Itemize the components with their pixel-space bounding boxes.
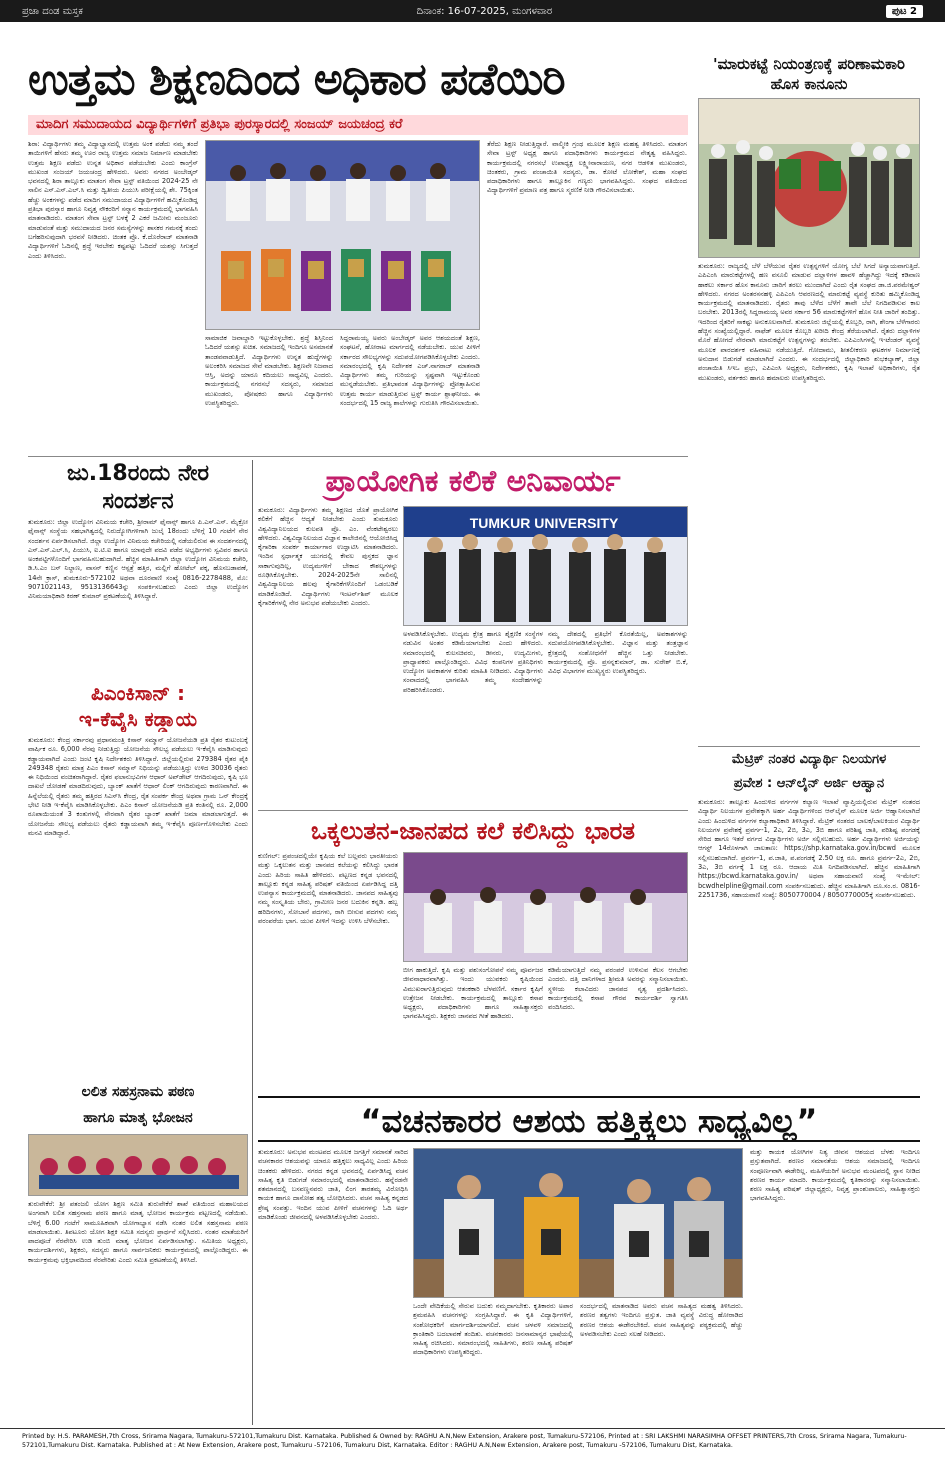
ekkalutana-story-col3: ಕಡಿಮೆಯಾಗುತ್ತಿದೆ ನಮ್ಮ ಪರಂಪರೆ ಉಳಿಸುವ ಕೆಲಸ ಆಗಬೇಕು ಎಂದರು. ದತ್ತಿ ದಾನಿಗಳಾದ ಶ್ರೀಮತಿ ಅವರನ್ನು ಸನ್ಮಾನಿಸಲಾಯಿತು. ಸ್ಥಳೀಯ ಕಲಾವಿದರು ಜಾನಪದ ನೃತ್ಯ ಪ್ರದರ್ಶಿಸಿದರು. ಕಾರ್ಯಕ್ರಮದಲ್ಲಿ ಕಸಾಪ ಗೌರವ ಕಾರ್ಯದರ್ಶಿ ಸ್ವಾಗತಿಸಿ ವಂದಿಸಿದರು.	[548, 966, 688, 1012]
main-subheadline: ಮಾದಿಗ ಸಮುದಾಯದ ವಿದ್ಯಾರ್ಥಿಗಳಿಗೆ ಪ್ರತಿಭಾ ಪುರಸ್ಕಾರದಲ್ಲಿ ಸಂಜಯ್ ಜಯಚಂದ್ರ ಕರೆ	[28, 115, 688, 135]
award-ceremony-photo	[205, 140, 480, 330]
practical-story-title: ಪ್ರಾಯೋಗಿಕ ಕಲಿಕೆ ಅನಿವಾರ್ಯ	[325, 464, 621, 499]
university-photo-illustration	[404, 507, 687, 625]
main-story-col2: ಸಾಮಾಜಿಕ ಜವಾಬ್ದಾರಿ ಇಟ್ಟುಕೊಳ್ಳಬೇಕು. ಶ್ರದ್ಧೆ ಶಿಸ್ತಿನಿಂದ ಓದಿದರೆ ಯಶಸ್ಸು ಖಚಿತ. ಸಮಾಜದಲ್ಲಿ ಇಂದಿಗೂ ಅಸಮಾನತೆ ತಾಂಡವವಾಡುತ್ತಿದೆ. ವಿದ್ಯಾರ್ಥಿಗಳು ಉನ್ನತ ಹುದ್ದೆಗಳನ್ನು ಅಲಂಕರಿಸಿ ಸಮಾಜದ ಸೇವೆ ಮಾಡಬೇಕು. ಶಿಕ್ಷಣವೇ ನಿಜವಾದ ಆಸ್ತಿ, ಅದನ್ನು ಯಾರೂ ಕದಿಯಲು ಸಾಧ್ಯವಿಲ್ಲ ಎಂದರು. ಕಾರ್ಯಕ್ರಮದಲ್ಲಿ ನಗರಸಭೆ ಸದಸ್ಯರು, ಸಮಾಜದ ಮುಖಂಡರು, ಪೋಷಕರು ಹಾಗೂ ವಿದ್ಯಾರ್ಥಿಗಳು ಉಪಸ್ಥಿತರಿದ್ದರು.	[205, 334, 333, 408]
section-divider	[28, 456, 688, 457]
pmkisan-story-body: ತುಮಕೂರು: ಕೇಂದ್ರ ಸರ್ಕಾರವು ಪ್ರಧಾನಮಂತ್ರಿ ಕಿಸಾನ್ ಸಮ್ಮಾನ್ ಯೋಜನೆಯಡಿ ಪ್ರತಿ ರೈತರ ಕುಟುಂಬಕ್ಕೆ ವಾರ್ಷಿಕ ರೂ. 6,000 ನೆರವು ನೀಡುತ್ತಿದ್ದು ಯೋಜನೆಯ ಸೌಲಭ್ಯ ಪಡೆಯಲು ಇ-ಕೆವೈಸಿ ಮಾಡಿಸುವುದು ಕಡ್ಡಾಯವಾಗಿದೆ ಎಂದು ಜಂಟಿ ಕೃಷಿ ನಿರ್ದೇಶಕರು ತಿಳಿಸಿದ್ದಾರೆ. ಜಿಲ್ಲೆಯಲ್ಲಿರುವ 279384 ರೈತರ ಪೈಕಿ 249348 ರೈತರು ಮಾತ್ರ ಪಿಎಂ ಕಿಸಾನ್ ಸಮ್ಮಾನ್ ನಿಧಿಯನ್ನು ಪಡೆಯುತ್ತಿದ್ದು ಉಳಿದ 30036 ರೈತರು ಈ ನಿಧಿಯಿಂದ ವಂಚಿತರಾಗಿದ್ದಾರೆ. ರೈತರ ಫಲಾನುಭವಿಗಳ ಆಧಾರ್ ಅಪ್‌ಡೇಟ್ ಆಗದಿರುವುದು, ಕೃಷಿ ಭೂ ದಾಖಲೆ ಜೋಡಣೆ ಮಾಡದಿರುವುದು, ಬ್ಯಾಂಕ್ ಖಾತೆಗೆ ಆಧಾರ್ ಲಿಂಕ್ ಆಗದಿರುವುದು ಕಾರಣವಾಗಿದೆ. ಈ ಹಿನ್ನೆಲೆಯಲ್ಲಿ ರೈತರು ತಮ್ಮ ಹತ್ತಿರದ ಸಿಎಸ್‌ಸಿ ಕೇಂದ್ರ, ರೈತ ಸಂಪರ್ಕ ಕೇಂದ್ರ ಅಥವಾ ಗ್ರಾಮ ಒನ್ ಕೇಂದ್ರಕ್ಕೆ ಭೇಟಿ ನೀಡಿ ಇ-ಕೆವೈಸಿ ಮಾಡಿಸಿಕೊಳ್ಳಬೇಕು. ಪಿಎಂ ಕಿಸಾನ್ ಯೋಜನೆಯಡಿ ಪ್ರತಿ ಕಂತಿನಲ್ಲಿ ರೂ. 2,000 ರೂಪಾಯಿಯಂತೆ 3 ಕಂತುಗಳಲ್ಲಿ ನೇರವಾಗಿ ರೈತರ ಬ್ಯಾಂಕ್ ಖಾತೆಗೆ ಜಮಾ ಮಾಡಲಾಗುತ್ತದೆ. ಈ ಯೋಜನೆಯ ಸೌಲಭ್ಯ ಪಡೆಯಲು ರೈತರು ಕಡ್ಡಾಯವಾಗಿ ತಮ್ಮ ಇ-ಕೆವೈಸಿ ಪೂರ್ಣಗೊಳಿಸಬೇಕು ಎಂದು ಮನವಿ ಮಾಡಿದ್ದಾರೆ.	[28, 736, 248, 837]
section-divider-right	[698, 746, 920, 747]
lalitha-event-photo	[28, 1134, 248, 1196]
hostel-story	[698, 750, 920, 1088]
book-release-illustration	[414, 1149, 742, 1297]
vachana-story-col2: ಒಂದೇ ವೇದಿಕೆಯಲ್ಲಿ ಸೇರುವ ಬದುಕು ನಮ್ಮದಾಗಬೇಕು. ಕೃತಿಕಾರರು ಅಪಾರ ಶ್ರಮವಹಿಸಿ ವಚನಗಳನ್ನು ಸಂಗ್ರಹಿಸಿದ್ದಾರೆ. ಈ ಕೃತಿ ವಿದ್ಯಾರ್ಥಿಗಳಿಗೆ, ಸಂಶೋಧಕರಿಗೆ ಮಾರ್ಗದರ್ಶಿಯಾಗಲಿದೆ. ವಚನ ಚಳವಳಿ ಸಮಾಜದಲ್ಲಿ ಕ್ರಾಂತಿಕಾರಿ ಬದಲಾವಣೆ ತಂದಿತು. ವಚನಕಾರರು ಜನಸಾಮಾನ್ಯರ ಭಾಷೆಯಲ್ಲಿ ಸಾಹಿತ್ಯ ರಚಿಸಿದರು. ಸಮಾರಂಭದಲ್ಲಿ ಸಾಹಿತಿಗಳು, ಶರಣ ಸಾಹಿತ್ಯ ಪರಿಷತ್ ಪದಾಧಿಕಾರಿಗಳು ಉಪಸ್ಥಿತರಿದ್ದರು.	[413, 1302, 573, 1357]
ekkalutana-story-col2: ಬೀಗ ಹಾಕುತ್ತಿದೆ. ಕೃಷಿ ಮತ್ತು ಪಶುಸಂಗೋಪನೆ ನಮ್ಮ ಪೂರ್ವಜರ ಜೀವನಾಧಾರವಾಗಿತ್ತು. ಇಂದು ಯುವಕರು ಕೃಷಿಯಿಂದ ವಿಮುಖರಾಗುತ್ತಿರುವುದು ಆತಂಕಕಾರಿ ಬೆಳವಣಿಗೆ. ಸರ್ಕಾರ ಕೃಷಿಗೆ ಉತ್ತೇಜನ ನೀಡಬೇಕು. ಕಾರ್ಯಕ್ರಮದಲ್ಲಿ ತಾಲ್ಲೂಕು ಕಸಾಪ ಅಧ್ಯಕ್ಷರು, ಪದಾಧಿಕಾರಿಗಳು ಹಾಗೂ ಸಾಹಿತ್ಯಾಸಕ್ತರು ಭಾಗವಹಿಸಿದ್ದರು. ಶಿಕ್ಷಕರು ಜಾನಪದ ಗೀತೆ ಹಾಡಿದರು.	[403, 966, 543, 1021]
practical-story-col2: ಅಳವಡಿಸಿಕೊಳ್ಳಬೇಕು. ಉದ್ಯಮ ಕ್ಷೇತ್ರ ಹಾಗೂ ಶೈಕ್ಷಣಿಕ ಸಂಸ್ಥೆಗಳ ನಡುವಿನ ಅಂತರ ಕಡಿಮೆಯಾಗಬೇಕು ಎಂದು ಹೇಳಿದರು. ಸಮಾರಂಭದಲ್ಲಿ ಕುಲಸಚಿವರು, ಡೀನರು, ಉದ್ಯಮಿಗಳು, ಪ್ರಾಧ್ಯಾಪಕರು ಪಾಲ್ಗೊಂಡಿದ್ದರು. ವಿವಿಧ ಕಂಪನಿಗಳ ಪ್ರತಿನಿಧಿಗಳು ಉದ್ಯೋಗ ಅವಕಾಶಗಳ ಕುರಿತು ಮಾಹಿತಿ ನೀಡಿದರು. ವಿದ್ಯಾರ್ಥಿಗಳು ಸಂವಾದದಲ್ಲಿ ಭಾಗವಹಿಸಿ ತಮ್ಮ ಸಂದೇಹಗಳನ್ನು ಪರಿಹರಿಸಿಕೊಂಡರು.	[403, 630, 543, 694]
vachana-story-col4: ಮತ್ತು ಕಾಯಕ ಯೋಗಿಗಳ ನಿತ್ಯ ಜೀವನ ಆಶಯದ ಬೆಳಕು ಇಂದಿಗೂ ಪ್ರಸ್ತುತವಾಗಿದೆ. ಶರಣರ ಸಮಾನತೆಯ ಆಶಯ ಸಮಾಜದಲ್ಲಿ ಇಂದಿಗೂ ಸಂಪೂರ್ಣವಾಗಿ ಈಡೇರಿಲ್ಲ. ಮಹಿಳೆಯರಿಗೆ ಅನುಭವ ಮಂಟಪದಲ್ಲಿ ಸ್ಥಾನ ನೀಡಿದ ಶರಣರ ಕಾರ್ಯ ಮಾದರಿ. ಕಾರ್ಯಕ್ರಮದಲ್ಲಿ ಕೃತಿಕಾರರನ್ನು ಸನ್ಮಾನಿಸಲಾಯಿತು. ಶರಣ ಸಾಹಿತ್ಯ ಪರಿಷತ್ ಜಿಲ್ಲಾಧ್ಯಕ್ಷರು, ನಿವೃತ್ತ ಪ್ರಾಂಶುಪಾಲರು, ಸಾಹಿತ್ಯಾಸಕ್ತರು ಭಾಗವಹಿಸಿದ್ದರು.	[750, 1148, 920, 1203]
paper-name: ಪ್ರಜಾ ದಂಡ ಮಸ್ತಕ	[22, 5, 83, 17]
vachana-story-col3: ಸಂದರ್ಭದಲ್ಲಿ ಮಾತನಾಡಿದ ಅವರು ವಚನ ಸಾಹಿತ್ಯದ ಮಹತ್ವ ತಿಳಿಸಿದರು. ಶರಣರ ತತ್ವಗಳು ಇಂದಿಗೂ ಪ್ರಸ್ತುತ. ಜಾತಿ ವ್ಯವಸ್ಥೆ ವಿರುದ್ಧ ಹೋರಾಡಿದ ಶರಣರ ಆಶಯ ಈಡೇರಬೇಕಿದೆ. ವಚನ ಸಾಹಿತ್ಯವನ್ನು ಪಠ್ಯಕ್ರಮದಲ್ಲಿ ಹೆಚ್ಚು ಅಳವಡಿಸಬೇಕು ಎಂದು ಸಲಹೆ ನೀಡಿದರು.	[580, 1302, 743, 1338]
column-divider-left	[252, 460, 253, 1425]
hostel-story-body: ತುಮಕೂರು: ತಾಲ್ಲೂಕು ಹಿಂದುಳಿದ ವರ್ಗಗಳ ಕಲ್ಯಾಣ ಇಲಾಖೆ ವ್ಯಾಪ್ತಿಯಲ್ಲಿರುವ ಮೆಟ್ರಿಕ್ ನಂತರದ ವಿದ್ಯಾರ್ಥಿ ನಿಲಯಗಳ ಪ್ರವೇಶಕ್ಕಾಗಿ ಅರ್ಹ ವಿದ್ಯಾರ್ಥಿಗಳಿಂದ ಆನ್‌ಲೈನ್ ಮೂಲಕ ಅರ್ಜಿ ಆಹ್ವಾನಿಸಲಾಗಿದೆ ಎಂದು ಹಿಂದುಳಿದ ವರ್ಗಗಳ ಕಲ್ಯಾಣಾಧಿಕಾರಿ ತಿಳಿಸಿದ್ದಾರೆ. ಮೆಟ್ರಿಕ್ ನಂತರದ ಬಾಲಕ/ಬಾಲಕಿಯರ ವಿದ್ಯಾರ್ಥಿ ನಿಲಯಗಳ ಪ್ರವೇಶಕ್ಕೆ ಪ್ರವರ್ಗ-1, 2ಎ, 2ಬಿ, 3ಎ, 3ಬಿ ಹಾಗೂ ಪರಿಶಿಷ್ಟ ಜಾತಿ, ಪರಿಶಿಷ್ಟ ಪಂಗಡಕ್ಕೆ ಸೇರಿದ ಹಾಗೂ ಇತರೆ ವರ್ಗದ ವಿದ್ಯಾರ್ಥಿಗಳು ಅರ್ಜಿ ಸಲ್ಲಿಸಬಹುದು. ಅರ್ಹ ವಿದ್ಯಾರ್ಥಿಗಳು ಅರ್ಜಿಯನ್ನು ಆಗಸ್ಟ್ 14ರೊಳಗಾಗಿ ಜಾಲತಾಣ: https://shp.karnataka.gov.in/bcwd ಮೂಲಕ ಸಲ್ಲಿಸಬಹುದಾಗಿದೆ. ಪ್ರವರ್ಗ-1, ಪ.ಜಾತಿ, ಪ.ಪಂಗಡಕ್ಕೆ 2.50 ಲಕ್ಷ ರೂ. ಹಾಗೂ ಪ್ರವರ್ಗ-2ಎ, 2ಬಿ, 3ಎ, 3ಬಿ ವರ್ಗಕ್ಕೆ 1 ಲಕ್ಷ ರೂ. ಆದಾಯ ಮಿತಿ ನಿಗದಿಪಡಿಸಲಾಗಿದೆ. ಹೆಚ್ಚಿನ ಮಾಹಿತಿಗಾಗಿ https://bcwd.karnataka.gov.in/ ಅಥವಾ ಸಹಾಯವಾಣಿ ಸಂಖ್ಯೆ ಇ-ಮೇಲ್: bcwdhelpline@gmail.com ಸಂಪರ್ಕಿಸಬಹುದು. ಹೆಚ್ಚಿನ ಮಾಹಿತಿಗಾಗಿ ದೂ.ಸಂ.ರ. 0816-2251736, ಸಹಾಯವಾಣಿ ಸಂಖ್ಯೆ: 8050770004 / 8050770005ಕ್ಕೆ ಸಂಪರ್ಕಿಸಬಹುದು.	[698, 798, 920, 899]
ekkalutana-story-title: ಒಕ್ಕಲುತನ-ಜಾನಪದ ಕಲೆ ಕಲಿಸಿದ್ದು ಭಾರತ	[310, 817, 636, 845]
lalitha-title-line1: ಲಲಿತ ಸಹಸ್ರನಾಮ ಪಠಣ	[81, 1084, 195, 1100]
vachana-story-title: “ವಚನಕಾರರ ಆಶಯ ಹತ್ತಿಕ್ಕಲು ಸಾಧ್ಯವಿಲ್ಲ”	[258, 1096, 920, 1142]
practical-story-col1: ತುಮಕೂರು: ವಿದ್ಯಾರ್ಥಿಗಳು ತಮ್ಮ ಶಿಕ್ಷಣದ ಜೊತೆ ಪ್ರಾಯೋಗಿಕ ಕಲಿಕೆಗೆ ಹೆಚ್ಚಿನ ಆದ್ಯತೆ ನೀಡಬೇಕು ಎಂದು ತುಮಕೂರು ವಿಶ್ವವಿದ್ಯಾನಿಲಯದ ಕುಲಪತಿ ಪ್ರೊ. ಎಂ. ವೆಂಕಟೇಶ್ವರಲು ಹೇಳಿದರು. ವಿಶ್ವವಿದ್ಯಾನಿಲಯದ ವಿಜ್ಞಾನ ಕಾಲೇಜಿನಲ್ಲಿ ಆಯೋಜಿಸಿದ್ದ ಕೈಗಾರಿಕಾ ಸಂಪರ್ಕ ಕಾರ್ಯಾಗಾರ ಉದ್ಘಾಟಿಸಿ ಮಾತನಾಡಿದರು. ಇಂದಿನ ಸ್ಪರ್ಧಾತ್ಮಕ ಯುಗದಲ್ಲಿ ಕೇವಲ ಪುಸ್ತಕದ ಜ್ಞಾನ ಸಾಕಾಗುವುದಿಲ್ಲ, ಉದ್ಯಮಗಳಿಗೆ ಬೇಕಾದ ಕೌಶಲ್ಯಗಳನ್ನು ರೂಢಿಸಿಕೊಳ್ಳಬೇಕು. 2024-2025ನೇ ಸಾಲಿನಲ್ಲಿ ವಿಶ್ವವಿದ್ಯಾನಿಲಯ ಹಲವು ಕೈಗಾರಿಕೆಗಳೊಂದಿಗೆ ಒಡಂಬಡಿಕೆ ಮಾಡಿಕೊಂಡಿದೆ. ವಿದ್ಯಾರ್ಥಿಗಳು ಇಂಟರ್ನ್‌ಶಿಪ್ ಮೂಲಕ ಕೈಗಾರಿಕೆಗಳಲ್ಲಿ ನೇರ ಅನುಭವ ಪಡೆಯಬೇಕು ಎಂದರು.	[258, 506, 398, 607]
folk-photo-illustration	[404, 853, 687, 961]
book-release-photo	[413, 1148, 743, 1298]
visit-story-title-line1: ಜು.18ರಂದು ನೇರ	[66, 461, 210, 486]
market-story-body: ತುಮಕೂರು: ರಾಜ್ಯದಲ್ಲಿ ಬೆಳೆ ಬೆಳೆಯುವ ರೈತರ ಉತ್ಪನ್ನಗಳಿಗೆ ಯೋಗ್ಯ ಬೆಲೆ ಸಿಗದೆ ಅನ್ಯಾಯವಾಗುತ್ತಿದೆ. ಎಪಿಎಂಸಿ ಮಾರುಕಟ್ಟೆಗಳಲ್ಲಿ ಹಣ ವಸೂಲಿ ಮಾಡುವ ದಲ್ಲಾಳಿಗಳ ಹಾವಳಿ ಹೆಚ್ಚಾಗಿದ್ದು ಇದಕ್ಕೆ ಕಡಿವಾಣ ಹಾಕಲು ಸರ್ಕಾರ ಹೊಸ ಕಾನೂನು ಜಾರಿಗೆ ತರಲು ಮುಂದಾಗಿದೆ ಎಂದು ರೈತ ಸಂಘದ ಡಾ.ಜಿ.ಪರಮೇಶ್ವರ್ ಹೇಳಿದರು. ನಗರದ ಅಂತರಸನಹಳ್ಳಿ ಎಪಿಎಂಸಿ ಆವರಣದಲ್ಲಿ ಮಾರುಕಟ್ಟೆ ವ್ಯವಸ್ಥೆ ಕುರಿತು ಹಮ್ಮಿಕೊಂಡಿದ್ದ ಕಾರ್ಯಕ್ರಮದಲ್ಲಿ ಮಾತನಾಡಿದರು. ರೈತರು ತಾವು ಬೆಳೆದ ಬೆಳೆಗೆ ತಾವೇ ಬೆಲೆ ನಿಗದಿಪಡಿಸುವ ಕಾಲ ಬರಬೇಕು. 2013ರಲ್ಲಿ ಸಿದ್ದರಾಮಯ್ಯ ಅವರ ಸರ್ಕಾರ 56 ಮಾರುಕಟ್ಟೆಗಳಿಗೆ ಹೊಸ ನೀತಿ ಜಾರಿಗೆ ತಂದಿತ್ತು. ಇದರಿಂದ ರೈತರಿಗೆ ಸಾಕಷ್ಟು ಅನುಕೂಲವಾಗಿದೆ. ತುಮಕೂರು ಜಿಲ್ಲೆಯಲ್ಲಿ ಕೊಬ್ಬರಿ, ರಾಗಿ, ಶೇಂಗಾ ಬೆಳೆಗಾರರು ಹೆಚ್ಚಿನ ಸಂಖ್ಯೆಯಲ್ಲಿದ್ದಾರೆ. ನಾಫೆಡ್ ಮೂಲಕ ಕೊಬ್ಬರಿ ಖರೀದಿ ಕೇಂದ್ರ ತೆರೆಯಲಾಗಿದೆ. ರೈತರು ದಲ್ಲಾಳಿಗಳ ಮೊರೆ ಹೋಗದೆ ನೇರವಾಗಿ ಮಾರುಕಟ್ಟೆಗೆ ಉತ್ಪನ್ನಗಳನ್ನು ತರಬೇಕು. ಎಪಿಎಂಸಿಗಳಲ್ಲಿ ಇ-ಟೆಂಡರ್ ವ್ಯವಸ್ಥೆ ಮೂಲಕ ಪಾರದರ್ಶಕ ವಹಿವಾಟು ನಡೆಯುತ್ತಿದೆ. ಗೋದಾಮು, ಶೀತಲೀಕರಣ ಘಟಕಗಳ ನಿರ್ಮಾಣಕ್ಕೆ ಅನುದಾನ ಬಿಡುಗಡೆ ಮಾಡಲಾಗಿದೆ ಎಂದರು. ಈ ಸಂದರ್ಭದಲ್ಲಿ ಜಿಲ್ಲಾಧಿಕಾರಿ ಶುಭಕಲ್ಯಾಣ್, ಜಿಲ್ಲಾ ಪಂಚಾಯಿತಿ ಸಿಇಒ ಪ್ರಭು, ಎಪಿಎಂಸಿ ಅಧ್ಯಕ್ಷರು, ನಿರ್ದೇಶಕರು, ಕೃಷಿ ಇಲಾಖೆ ಅಧಿಕಾರಿಗಳು, ರೈತ ಮುಖಂಡರು, ವರ್ತಕರು ಹಾಗೂ ಹಮಾಲರು ಉಪಸ್ಥಿತರಿದ್ದರು.	[698, 262, 920, 382]
main-story-col4: ತೆರೆದು ಶಿಕ್ಷಣ ನೀಡುತ್ತಿದ್ದಾರೆ. ವಾಲ್ಮೀಕಿ ಗ್ರಂಥ ಮೂಲಕ ಶಿಕ್ಷಣ ಮಹತ್ವ ತಿಳಿಸಿದರು. ಮಾತಂಗ ಸೇವಾ ಟ್ರಸ್ಟ್ ಅಧ್ಯಕ್ಷ ಹಾಗೂ ಪದಾಧಿಕಾರಿಗಳು ಕಾರ್ಯಕ್ರಮದ ನೇತೃತ್ವ ವಹಿಸಿದ್ದರು. ಕಾರ್ಯಕ್ರಮದಲ್ಲಿ ನಗರಸಭೆ ಉಪಾಧ್ಯಕ್ಷ ಲಕ್ಷ್ಮೀನಾರಾಯಣ, ನಗರ ಆಡಳಿತ ಮುಖಂಡರು, ಚಿಂತಕರು, ಗ್ರಾಮ ಪಂಚಾಯಿತಿ ಸದಸ್ಯರು, ಡಾ. ಕೋಟೆ ಲೋಕೇಶ್, ಮಹಾ ಸಂಘದ ಪದಾಧಿಕಾರಿಗಳು ಹಾಗೂ ತಾಲ್ಲೂಕಿನ ಗಣ್ಯರು ಭಾಗವಹಿಸಿದ್ದರು. ಸಂಘದ ವತಿಯಿಂದ ವಿದ್ಯಾರ್ಥಿಗಳಿಗೆ ಪ್ರಮಾಣ ಪತ್ರ ಹಾಗೂ ಸ್ಮರಣಿಕೆ ನೀಡಿ ಗೌರವಿಸಲಾಯಿತು.	[487, 140, 687, 195]
market-photo-illustration	[699, 99, 919, 257]
lalitha-photo-illustration	[29, 1135, 247, 1195]
market-story	[698, 54, 920, 744]
page-number: ಪುಟ 2	[886, 5, 923, 18]
market-story-title: 'ಮಾರುಕಟ್ಟೆ ನಿಯಂತ್ರಣಕ್ಕೆ ಪರಿಣಾಮಕಾರಿ ಹೊಸ ಕಾನೂನು	[713, 55, 905, 93]
hostel-title-line1: ಮೆಟ್ರಿಕ್ ನಂತರ ವಿದ್ಯಾರ್ಥಿ ನಿಲಯಗಳ	[731, 752, 887, 767]
ekkalutana-story-col1: ಕುಣಿಗಲ್: ಪ್ರಪಂಚದಲ್ಲಿಯೇ ಕೃಷಿಯ ಕಲೆ ಬಲ್ಲವರು ಭಾರತೀಯರು ಮತ್ತು ಒಕ್ಕಲುತನ ಮತ್ತು ಜಾನಪದ ಕಲೆಯನ್ನು ಕಲಿಸಿದ್ದು ಭಾರತ ಎಂದು ಹಿರಿಯ ಸಾಹಿತಿ ಹೇಳಿದರು. ಪಟ್ಟಣದ ಕನ್ನಡ ಭವನದಲ್ಲಿ ತಾಲ್ಲೂಕು ಕನ್ನಡ ಸಾಹಿತ್ಯ ಪರಿಷತ್ ವತಿಯಿಂದ ಏರ್ಪಡಿಸಿದ್ದ ದತ್ತಿ ಉಪನ್ಯಾಸ ಕಾರ್ಯಕ್ರಮದಲ್ಲಿ ಮಾತನಾಡಿದರು. ಜಾನಪದ ಸಾಹಿತ್ಯವು ನಮ್ಮ ಸಂಸ್ಕೃತಿಯ ಬೇರು, ಗ್ರಾಮೀಣ ಜನರ ಬದುಕಿನ ಕನ್ನಡಿ. ಹಬ್ಬ ಹರಿದಿನಗಳು, ಸೋಬಾನೆ ಪದಗಳು, ರಾಗಿ ಬೀಸುವ ಪದಗಳು ನಮ್ಮ ಪರಂಪರೆಯ ಭಾಗ. ಯುವ ಪೀಳಿಗೆ ಇದನ್ನು ಉಳಿಸಿ ಬೆಳೆಸಬೇಕು.	[258, 852, 398, 926]
main-story-col3: ಸಿದ್ದರಾಮಯ್ಯ ಅವರು ಅಂಬೇಡ್ಕರ್ ಅವರ ಆಶಯದಂತೆ ಶಿಕ್ಷಣ, ಸಂಘಟನೆ, ಹೋರಾಟ ಮಾರ್ಗದಲ್ಲಿ ನಡೆಯಬೇಕು. ಯುವ ಪೀಳಿಗೆ ಸರ್ಕಾರದ ಸೌಲಭ್ಯಗಳನ್ನು ಸದುಪಯೋಗಪಡಿಸಿಕೊಳ್ಳಬೇಕು ಎಂದರು. ಸಮಾರಂಭದಲ್ಲಿ ಕೃಷಿ ನಿರ್ದೇಶಕ ಎಚ್.ನಾಗರಾಜ್ ಮಾತನಾಡಿ ವಿದ್ಯಾರ್ಥಿಗಳು ತಮ್ಮ ಗುರಿಯನ್ನು ಸ್ಪಷ್ಟವಾಗಿ ಇಟ್ಟುಕೊಂಡು ಮುನ್ನಡೆಯಬೇಕು. ಪ್ರತಿಭಾವಂತ ವಿದ್ಯಾರ್ಥಿಗಳನ್ನು ಪ್ರೋತ್ಸಾಹಿಸುವ ಉತ್ತಮ ಕಾರ್ಯ ಮಾಡುತ್ತಿರುವ ಟ್ರಸ್ಟ್ ಕಾರ್ಯ ಶ್ಲಾಘನೀಯ. ಈ ಸಂದರ್ಭದಲ್ಲಿ 15 ರಾಜ್ಯ ಶಾಲೆಗಳನ್ನು ಗುರುತಿಸಿ ಗೌರವಿಸಲಾಯಿತು.	[340, 334, 480, 408]
section-divider-2	[258, 810, 688, 811]
visit-story-title-line2: ಸಂದರ್ಶನ	[102, 489, 174, 514]
masthead-bar	[0, 0, 945, 22]
main-headline: ಉತ್ತಮ ಶಿಕ್ಷಣದಿಂದ ಅಧಿಕಾರ ಪಡೆಯಿರಿ	[28, 58, 565, 105]
vachana-story-col1: ತುಮಕೂರು: ಅನುಭವ ಮಂಟಪದ ಮೂಲಕ ಜಗತ್ತಿಗೆ ಸಮಾನತೆ ಸಾರಿದ ವಚನಕಾರರ ಆಶಯವನ್ನು ಯಾರೂ ಹತ್ತಿಕ್ಕಲು ಸಾಧ್ಯವಿಲ್ಲ ಎಂದು ಹಿರಿಯ ಚಿಂತಕರು ಹೇಳಿದರು. ನಗರದ ಕನ್ನಡ ಭವನದಲ್ಲಿ ಏರ್ಪಡಿಸಿದ್ದ ವಚನ ಸಾಹಿತ್ಯ ಕೃತಿ ಬಿಡುಗಡೆ ಸಮಾರಂಭದಲ್ಲಿ ಮಾತನಾಡಿದರು. ಹನ್ನೆರಡನೇ ಶತಮಾನದಲ್ಲಿ ಬಸವಣ್ಣನವರು ಜಾತಿ, ಲಿಂಗ ತಾರತಮ್ಯ ವಿರೋಧಿಸಿ ಕಾಯಕ ಹಾಗೂ ದಾಸೋಹ ತತ್ವ ಬೋಧಿಸಿದರು. ವಚನ ಸಾಹಿತ್ಯ ಕನ್ನಡದ ಶ್ರೇಷ್ಠ ಸಂಪತ್ತು. ಇಂದಿನ ಯುವ ಪೀಳಿಗೆ ವಚನಗಳನ್ನು ಓದಿ ಅರ್ಥ ಮಾಡಿಕೊಂಡು ಜೀವನದಲ್ಲಿ ಅಳವಡಿಸಿಕೊಳ್ಳಬೇಕು ಎಂದರು.	[258, 1148, 408, 1222]
university-event-photo	[403, 506, 688, 626]
issue-date: ದಿನಾಂಕ: 16-07-2025, ಮಂಗಳವಾರ	[416, 5, 553, 17]
printer-imprint: Printed by: H.S. PARAMESH,7th Cross, Srirama Nagara, Tumakuru-572101,Tumakuru Dist. Karnataka. Published & Owned by: RAGHU A.N,New Extension, Arakere post, Tumakuru-572106, Printed at : SRI LAKSHMI NARASIMHA OFFSET PRINTERS,7th Cross, Srirama Nagara, Tumakuru-572101,Tumakuru Dist. Karnataka. Published at : At New Extension, Arakere post, Tumakuru -572106, Tumakuru Dist, Karnataka. Editor : RAGHU A.N,New Extension, Arakere post, Tumakuru -572106, Tumakuru Dist, Karnataka.	[0, 1428, 945, 1458]
practical-story-col3: ನಮ್ಮ ದೇಶದಲ್ಲಿ ಪ್ರತಿಭೆಗೆ ಕೊರತೆಯಿಲ್ಲ, ಅವಕಾಶಗಳನ್ನು ಸದುಪಯೋಗಪಡಿಸಿಕೊಳ್ಳಬೇಕು. ವಿಜ್ಞಾನ ಮತ್ತು ತಂತ್ರಜ್ಞಾನ ಕ್ಷೇತ್ರದಲ್ಲಿ ಸಂಶೋಧನೆಗೆ ಹೆಚ್ಚಿನ ಒತ್ತು ನೀಡಬೇಕು. ಕಾರ್ಯಕ್ರಮದಲ್ಲಿ ಪ್ರೊ. ಪ್ರಸನ್ನಕುಮಾರ್, ಡಾ. ಸುರೇಶ್ ಬಿ.ಕೆ, ವಿವಿಧ ವಿಭಾಗಗಳ ಮುಖ್ಯಸ್ಥರು ಉಪಸ್ಥಿತರಿದ್ದರು.	[548, 630, 688, 676]
university-banner-text: TUMKUR UNIVERSITY	[469, 515, 619, 531]
main-story-col1: ಶಿರಾ: ವಿದ್ಯಾರ್ಥಿಗಳು ತಮ್ಮ ವಿದ್ಯಾಭ್ಯಾಸದಲ್ಲಿ ಉತ್ತಮ ಅಂಕ ಪಡೆದು ನಮ್ಮ ತಂದೆ ತಾಯಿಗಳಿಗೆ ಹೆಸರು ತಮ್ಮ ಊರ ರಾಜ್ಯ ಉತ್ತಮ ಸಮಾಜ ನಿರ್ಮಾಣ ಮಾಡಬೇಕು ಉತ್ತಮ ಶಿಕ್ಷಣ ಪಡೆದು ಉನ್ನತ ಅಧಿಕಾರ ಪಡೆಯಬೇಕು ಎಂದು ಕಾಂಗ್ರೆಸ್ ಮುಖಂಡ ಸಂಜಯ್ ಜಯಚಂದ್ರ ಹೇಳಿದರು. ಅವರು ನಗರದ ಅಂಬೇಡ್ಕರ್ ಭವನದಲ್ಲಿ ಶಿರಾ ತಾಲ್ಲೂಕು ಮಾತಂಗ ಸೇವಾ ಟ್ರಸ್ಟ್ ವತಿಯಿಂದ 2024-25 ನೇ ಸಾಲಿನ ಎಸ್.ಎಸ್.ಎಲ್.ಸಿ ಮತ್ತು ದ್ವಿತೀಯ ಪಿಯುಸಿ ಪರೀಕ್ಷೆಯಲ್ಲಿ ಶೇ. 75ಕ್ಕಿಂತ ಹೆಚ್ಚು ಅಂಕಗಳನ್ನು ಪಡೆದ ಮಾದಿಗ ಸಮುದಾಯದ ವಿದ್ಯಾರ್ಥಿಗಳಿಗೆ ಹಮ್ಮಿಕೊಂಡಿದ್ದ ಪ್ರತಿಭಾ ಪುರಸ್ಕಾರ ಹಾಗೂ ನಿವೃತ್ತ ನೌಕರರಿಗೆ ಸನ್ಮಾನ ಕಾರ್ಯಕ್ರಮದಲ್ಲಿ ಭಾಗವಹಿಸಿ ಮಾತನಾಡಿದರು. ಮಾತಂಗ ಸೇವಾ ಟ್ರಸ್ಟ್ ಬಳಕ್ಕೆ 2 ಎಕರೆ ಜಮೀನು ಮಂಜೂರು ಮಾಡುವಂತೆ ಮತ್ತು ಸಮುದಾಯದ ಜನರ ಸಮಸ್ಯೆಗಳನ್ನು ಶಾಸಕರ ಗಮನಕ್ಕೆ ತಂದು ಬಗೆಹರಿಸುವುದಾಗಿ ಭರವಸೆ ನೀಡಿದರು. ಚಿಂತಕ ಪ್ರೊ. ಕೆ.ದೊರೆರಾಜ್ ಮಾತನಾಡಿ ವಿದ್ಯಾರ್ಥಿಗಳಿಗೆ ಓದಿನಲ್ಲಿ ಶ್ರದ್ಧೆ ಇರಬೇಕು ಕಷ್ಟಪಟ್ಟು ಓದಿದರೆ ಯಶಸ್ಸು ಸಿಗುತ್ತದೆ ಎಂದು ತಿಳಿಸಿದರು.	[28, 140, 198, 260]
award-photo-illustration	[206, 141, 479, 329]
hostel-title-line2: ಪ್ರವೇಶ : ಆನ್‌ಲೈನ್ ಅರ್ಜಿ ಆಹ್ವಾನ	[733, 776, 885, 791]
pmkisan-title-line1: ಪಿಎಂಕಿಸಾನ್ :	[90, 681, 186, 705]
market-event-photo	[698, 98, 920, 258]
folk-event-photo	[403, 852, 688, 962]
lalitha-title-line2: ಹಾಗೂ ಮಾತೃ ಭೋಜನ	[83, 1110, 193, 1126]
pmkisan-story	[28, 680, 248, 1036]
lalitha-story-body: ತುರುವೇಕೆರೆ: ಶ್ರೀ ಪತಂಜಲಿ ಯೋಗ ಶಿಕ್ಷಣ ಸಮಿತಿ ತುರುವೇಕೆರೆ ಶಾಖೆ ವತಿಯಿಂದ ಮಹಾಲಯದ ಅಂಗವಾಗಿ ಲಲಿತ ಸಹಸ್ರನಾಮ ಪಠಣ ಹಾಗೂ ಮಾತೃ ಭೋಜನ ಕಾರ್ಯಕ್ರಮ ಪಟ್ಟಣದಲ್ಲಿ ನಡೆಯಿತು. ಬೆಳಿಗ್ಗೆ 6.00 ಗಂಟೆಗೆ ಸಾಮೂಹಿಕವಾಗಿ ಯೋಗಾಭ್ಯಾಸ ನಡೆಸಿ ನಂತರ ಲಲಿತ ಸಹಸ್ರನಾಮ ಪಠಣ ಮಾಡಲಾಯಿತು. ತಿಪಟೂರು ಯೋಗ ಶಿಕ್ಷಕಿ ಸಮಿತಿ ಸದಸ್ಯರು ಪ್ರಾರ್ಥನೆ ಸಲ್ಲಿಸಿದರು. ನಂತರ ಮಾತೆಯರಿಗೆ ಪಾದಪೂಜೆ ನೆರವೇರಿಸಿ ಉಡಿ ತುಂಬಿ ಮಾತೃ ಭೋಜನ ಏರ್ಪಡಿಸಲಾಗಿತ್ತು. ಸಮಿತಿಯ ಅಧ್ಯಕ್ಷರು, ಕಾರ್ಯದರ್ಶಿಗಳು, ಶಿಕ್ಷಕರು, ಸದಸ್ಯರು ಹಾಗೂ ಸಾರ್ವಜನಿಕರು ಕಾರ್ಯಕ್ರಮದಲ್ಲಿ ಪಾಲ್ಗೊಂಡಿದ್ದರು. ಈ ಕಾರ್ಯಕ್ರಮವು ಭಕ್ತಿಭಾವದಿಂದ ನೆರವೇರಿತು ಎಂದು ಸಮಿತಿ ಪ್ರಕಟಣೆಯಲ್ಲಿ ತಿಳಿಸಿದೆ.	[28, 1200, 248, 1264]
visit-story	[28, 460, 248, 673]
pmkisan-title-line2: ಇ-ಕೆವೈಸಿ ಕಡ್ಡಾಯ	[78, 707, 198, 731]
lalitha-story	[28, 1082, 248, 1435]
visit-story-body: ತುಮಕೂರು: ಜಿಲ್ಲಾ ಉದ್ಯೋಗ ವಿನಿಮಯ ಕಚೇರಿ, ಶ್ರೀರಾಮ್ ಫೈನಾನ್ಸ್ ಹಾಗೂ ಪಿ.ಎಸ್.ಎಸ್. ಮೈಕ್ರೋ ಫೈನಾನ್ಸ್ ಸಂಸ್ಥೆಯ ಸಹಭಾಗಿತ್ವದಲ್ಲಿ ನಿರುದ್ಯೋಗಿಗಳಿಗಾಗಿ ಜುಲೈ 18ರಂದು ಬೆಳಿಗ್ಗೆ 10 ಗಂಟೆಗೆ ನೇರ ಸಂದರ್ಶನ ಏರ್ಪಡಿಸಲಾಗಿದೆ. ಜಿಲ್ಲಾ ಉದ್ಯೋಗ ವಿನಿಮಯ ಕಚೇರಿಯಲ್ಲಿ ನಡೆಯಲಿರುವ ಈ ಸಂದರ್ಶನದಲ್ಲಿ ಎಸ್.ಎಸ್.ಎಲ್.ಸಿ, ಪಿಯುಸಿ, ಐ.ಟಿ.ಐ ಹಾಗೂ ಯಾವುದೇ ಪದವಿ ಪಡೆದ ಅಭ್ಯರ್ಥಿಗಳು ಸ್ವವಿವರ ಹಾಗೂ ಅಂಕಪಟ್ಟಿಗಳೊಂದಿಗೆ ಭಾಗವಹಿಸಬಹುದಾಗಿದೆ. ಹೆಚ್ಚಿನ ಮಾಹಿತಿಗಾಗಿ ಜಿಲ್ಲಾ ಉದ್ಯೋಗ ವಿನಿಮಯ ಕಚೇರಿ, ಡಿ.ಸಿ.ಎಂ ಬಸ್ ನಿಲ್ದಾಣ, ವಾಸನ್ ಕಣ್ಣಿನ ಆಸ್ಪತ್ರೆ ಹತ್ತಿರ, ಮಲ್ಲಿಗೆ ಹೋಟೆಲ್ ಪಕ್ಕ, ಹೊಸಬಡಾವಣೆ, 14ನೇ ಕ್ರಾಸ್, ತುಮಕೂರು-572102 ಅಥವಾ ದೂರವಾಣಿ ಸಂಖ್ಯೆ 0816-2278488, ಮೊ: 9071021143, 9513136643ನ್ನು ಸಂಪರ್ಕಿಸಬಹುದು ಎಂದು ಜಿಲ್ಲಾ ಉದ್ಯೋಗ ವಿನಿಮಯಾಧಿಕಾರಿ ಕಿರಣ್ ಕುಮಾರ್ ಪ್ರಕಟಣೆಯಲ್ಲಿ ತಿಳಿಸಿದ್ದಾರೆ.	[28, 518, 248, 601]
